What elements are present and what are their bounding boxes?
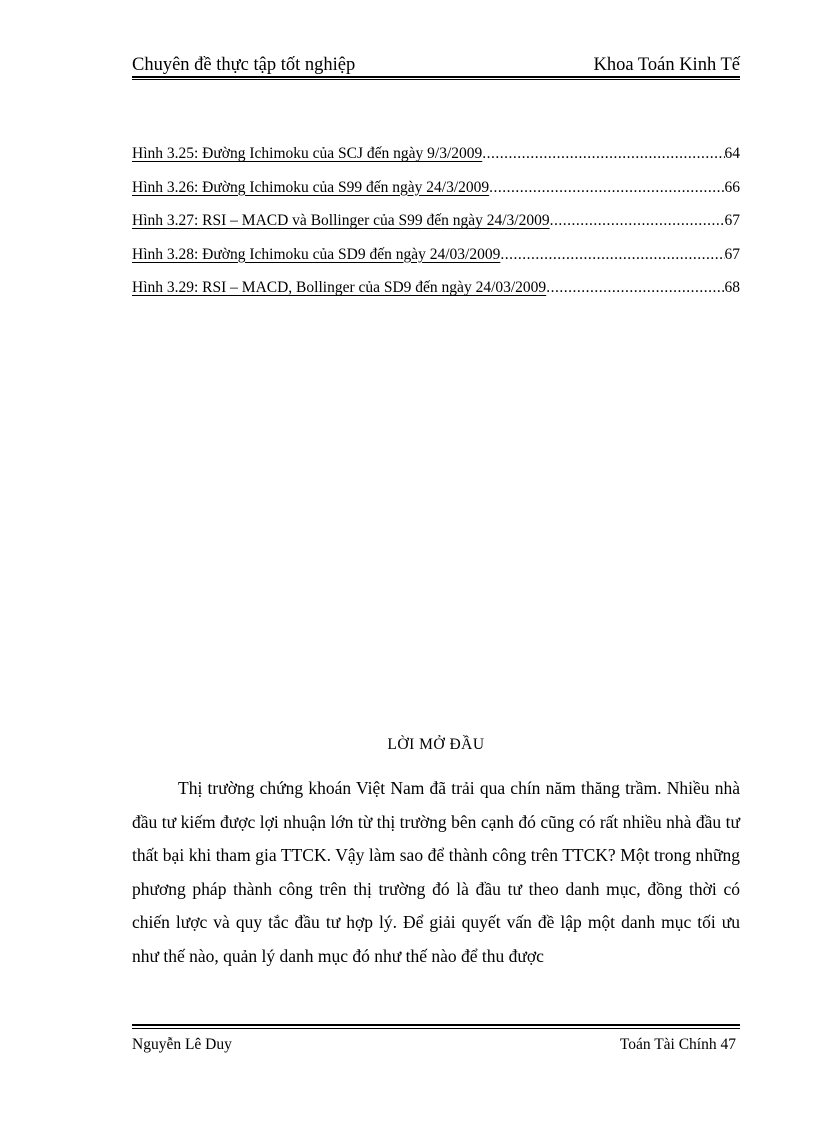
toc-entry-page: 66 (724, 178, 740, 196)
header-rule-thin (132, 79, 740, 80)
intro-paragraph: Thị trường chứng khoán Việt Nam đã trải qua chín năm thăng trầm. Nhiều nhà đầu tư kiếm được lợi nhuận lớn từ thị trường bên cạnh đó cũng có rất nhiều nhà đầu tư thất bại khi tham gia TTCK. Vậy làm sao để thành công trên TTCK? Một trong những phương pháp thành công trên thị trường đó là đầu tư theo danh mục, đồng thời có chiến lược và quy tắc đầu tư hợp lý. Để giải quyết vấn đề lập một danh mục tối ưu như thế nào, quản lý danh mục đó như thế nào để thu được (132, 778, 740, 966)
table-of-figures (132, 140, 740, 308)
header-left-text: Chuyên đề thực tập tốt nghiệp (132, 55, 356, 75)
toc-entry-title[interactable]: Hình 3.27: RSI – MACD và Bollinger của S99 đến ngày 24/3/2009 (132, 212, 550, 229)
toc-entry-title[interactable]: Hình 3.28: Đường Ichimoku của SD9 đến ngày 24/03/2009 (132, 245, 501, 263)
section-title: LỜI MỞ ĐẦU (387, 736, 485, 753)
toc-leader-dots (500, 241, 724, 269)
toc-entry-title[interactable]: Hình 3.26: Đường Ichimoku của S99 đến ngày 24/3/2009 (132, 178, 490, 196)
toc-entry[interactable] (132, 174, 740, 208)
toc-leader-dots (489, 174, 724, 202)
footer-class: Toán Tài Chính 47 (619, 1036, 736, 1053)
toc-entry-page: 67 (724, 212, 740, 229)
toc-entry[interactable] (132, 241, 740, 275)
header-rule (132, 76, 740, 78)
toc-entry[interactable] (132, 140, 740, 174)
header-right-text: Khoa Toán Kinh Tế (593, 55, 740, 75)
page-header (132, 50, 740, 76)
toc-entry[interactable] (132, 274, 740, 308)
toc-entry-title[interactable]: Hình 3.25: Đường Ichimoku của SCJ đến ngày 9/3/2009 (132, 145, 483, 162)
footer-author: Nguyễn Lê Duy (132, 1036, 232, 1053)
toc-entry-page: 67 (724, 245, 740, 263)
toc-entry-title[interactable]: Hình 3.29: RSI – MACD, Bollinger của SD9 đến ngày 24/03/2009 (132, 279, 547, 296)
toc-entry-page: 68 (724, 279, 740, 296)
toc-entry-page: 64 (724, 145, 740, 162)
page-footer (132, 1034, 736, 1056)
footer-rule-thin (132, 1028, 740, 1029)
toc-leader-dots (546, 274, 724, 302)
footer-rule (132, 1024, 740, 1026)
toc-leader-dots (482, 140, 724, 168)
toc-entry[interactable] (132, 207, 740, 241)
toc-leader-dots (550, 207, 725, 235)
